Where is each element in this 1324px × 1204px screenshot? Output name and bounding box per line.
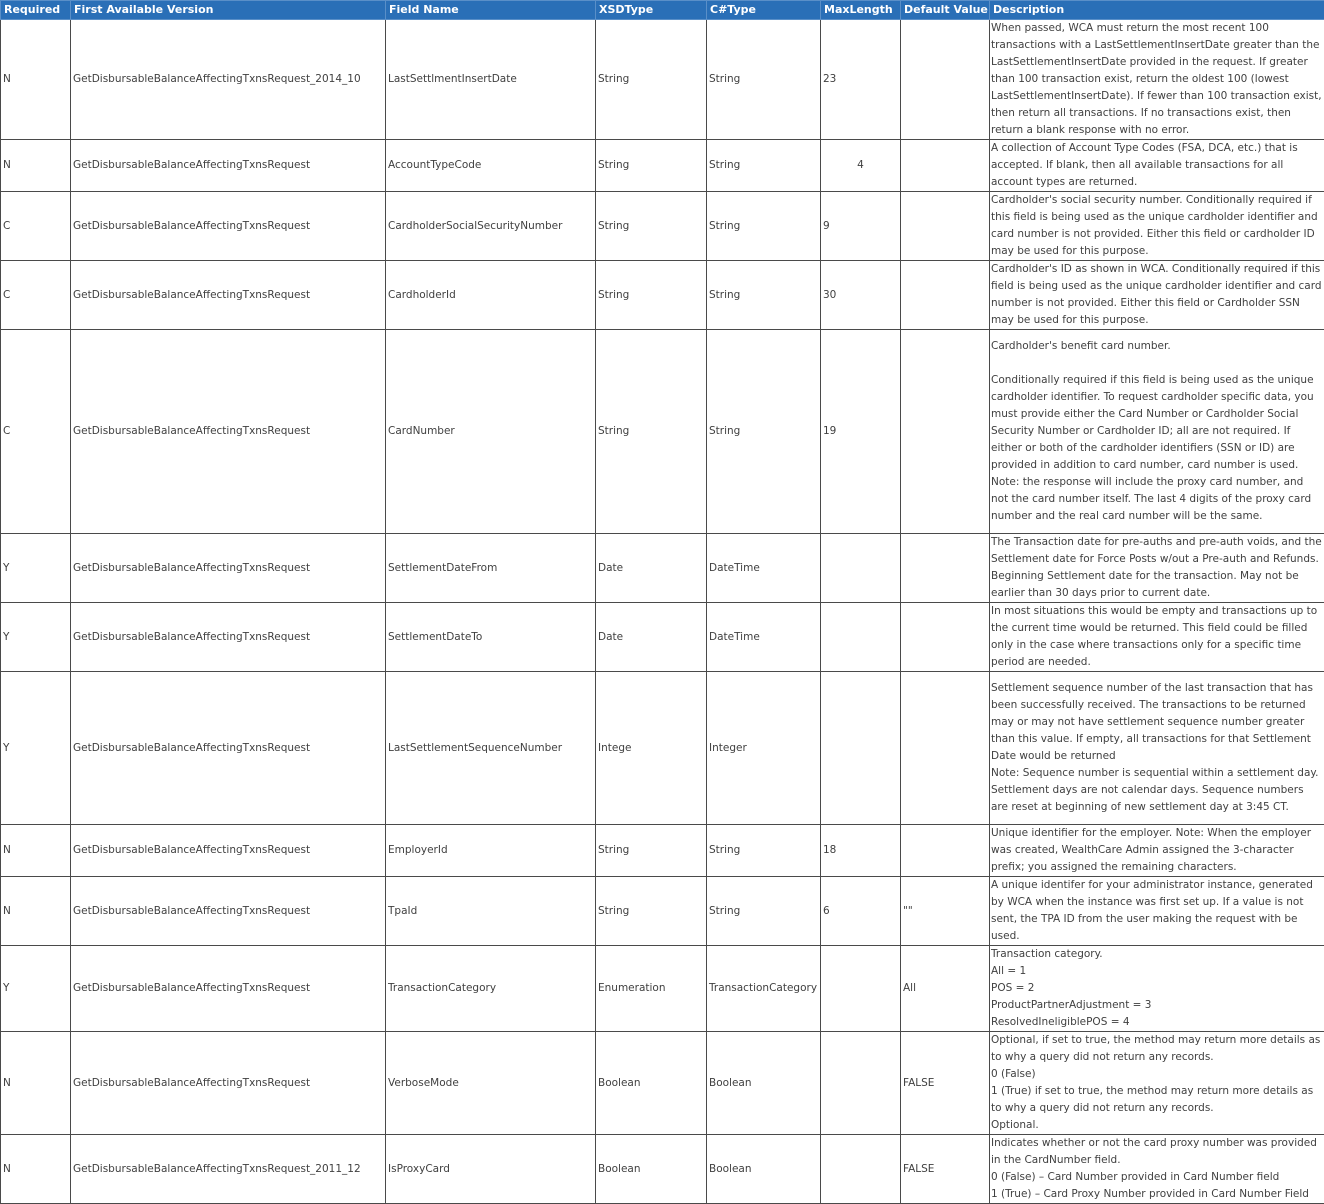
- cell-required: N: [1, 140, 71, 192]
- table-row: [1, 192, 1324, 261]
- cell-field-name: TpaId: [386, 877, 596, 946]
- header-required: Required: [1, 1, 71, 20]
- table-row: [1, 20, 1324, 140]
- cell-default-value: [901, 261, 990, 330]
- cell-max-length: [821, 672, 901, 825]
- cell-xsd-type: String: [596, 330, 707, 534]
- cell-cs-type: TransactionCategory: [707, 946, 821, 1032]
- header-description: Description: [990, 1, 1324, 20]
- cell-required: N: [1, 825, 71, 877]
- cell-field-name: CardNumber: [386, 330, 596, 534]
- cell-max-length: 19: [821, 330, 901, 534]
- cell-max-length: [821, 946, 901, 1032]
- table-row: [1, 330, 1324, 534]
- cell-field-name: CardholderSocialSecurityNumber: [386, 192, 596, 261]
- cell-max-length: 6: [821, 877, 901, 946]
- cell-default-value: [901, 330, 990, 534]
- header-field-name: Field Name: [386, 1, 596, 20]
- cell-description: A unique identifer for your administrator instance, generated by WCA when the instance was first set up. If a value is not sent, the TPA ID from the user making the request with be used.: [990, 877, 1324, 946]
- cell-cs-type: String: [707, 20, 821, 140]
- cell-field-name: VerboseMode: [386, 1032, 596, 1135]
- cell-field-name: IsProxyCard: [386, 1135, 596, 1204]
- cell-version: GetDisbursableBalanceAffectingTxnsRequest: [71, 946, 386, 1032]
- cell-version: GetDisbursableBalanceAffectingTxnsRequest: [71, 192, 386, 261]
- header-row: [1, 1, 1324, 20]
- cell-field-name: AccountTypeCode: [386, 140, 596, 192]
- cell-required: Y: [1, 672, 71, 825]
- table-row: [1, 672, 1324, 825]
- cell-description: Indicates whether or not the card proxy number was provided in the CardNumber field. 0 (False) – Card Number provided in Card Number field 1 (True) – Card Proxy Number provided in Card Number Field: [990, 1135, 1324, 1204]
- header-cs-type: C#Type: [707, 1, 821, 20]
- cell-max-length: [821, 534, 901, 603]
- cell-description: The Transaction date for pre-auths and pre-auth voids, and the Settlement date for Force Posts w/out a Pre-auth and Refunds. Beginning Settlement date for the transaction. May not be earlier than 30 days prior to current date.: [990, 534, 1324, 603]
- cell-xsd-type: String: [596, 20, 707, 140]
- table-row: [1, 603, 1324, 672]
- cell-cs-type: Integer: [707, 672, 821, 825]
- cell-required: N: [1, 1032, 71, 1135]
- cell-cs-type: String: [707, 192, 821, 261]
- cell-cs-type: DateTime: [707, 534, 821, 603]
- cell-required: Y: [1, 603, 71, 672]
- cell-description: Settlement sequence number of the last transaction that has been successfully received. The transactions to be returned may or may not have settlement sequence number greater than this value. If empty, all transactions for that Settlement Date would be returned Note: Sequence number is sequential within a settlement day. Settlement days are not calendar days. Sequence numbers are reset at beginning of new settlement day at 3:45 CT.: [990, 672, 1324, 825]
- cell-required: C: [1, 261, 71, 330]
- cell-default-value: [901, 192, 990, 261]
- cell-required: N: [1, 1135, 71, 1204]
- cell-description: Cardholder's ID as shown in WCA. Conditionally required if this field is being used as the unique cardholder identifier and card number is not provided. Either this field or Cardholder SSN may be used for this purpose.: [990, 261, 1324, 330]
- cell-cs-type: String: [707, 261, 821, 330]
- cell-default-value: [901, 672, 990, 825]
- cell-xsd-type: String: [596, 192, 707, 261]
- cell-default-value: FALSE: [901, 1135, 990, 1204]
- cell-xsd-type: String: [596, 140, 707, 192]
- cell-max-length: [821, 1135, 901, 1204]
- cell-cs-type: Boolean: [707, 1135, 821, 1204]
- header-first-available-version: First Available Version: [71, 1, 386, 20]
- cell-required: Y: [1, 946, 71, 1032]
- cell-description: Optional, if set to true, the method may return more details as to why a query did not return any records. 0 (False) 1 (True) if set to true, the method may return more details as to why a query did not return any records. Optional.: [990, 1032, 1324, 1135]
- cell-description: A collection of Account Type Codes (FSA, DCA, etc.) that is accepted. If blank, then all available transactions for all account types are returned.: [990, 140, 1324, 192]
- cell-xsd-type: Boolean: [596, 1032, 707, 1135]
- cell-default-value: [901, 603, 990, 672]
- cell-version: GetDisbursableBalanceAffectingTxnsRequest_2011_12: [71, 1135, 386, 1204]
- cell-cs-type: String: [707, 825, 821, 877]
- cell-xsd-type: String: [596, 825, 707, 877]
- cell-xsd-type: Enumeration: [596, 946, 707, 1032]
- cell-max-length: [821, 603, 901, 672]
- cell-xsd-type: Intege: [596, 672, 707, 825]
- cell-max-length: 18: [821, 825, 901, 877]
- cell-default-value: [901, 140, 990, 192]
- cell-description: Transaction category. All = 1 POS = 2 ProductPartnerAdjustment = 3 ResolvedIneligiblePOS = 4: [990, 946, 1324, 1032]
- table-row: [1, 534, 1324, 603]
- table-row: [1, 946, 1324, 1032]
- cell-cs-type: String: [707, 330, 821, 534]
- cell-xsd-type: String: [596, 261, 707, 330]
- table-row: [1, 877, 1324, 946]
- cell-version: GetDisbursableBalanceAffectingTxnsRequest: [71, 261, 386, 330]
- cell-xsd-type: Date: [596, 603, 707, 672]
- header-xsd-type: XSDType: [596, 1, 707, 20]
- cell-version: GetDisbursableBalanceAffectingTxnsRequest: [71, 330, 386, 534]
- cell-field-name: SettlementDateTo: [386, 603, 596, 672]
- table-row: [1, 825, 1324, 877]
- cell-required: C: [1, 330, 71, 534]
- cell-required: Y: [1, 534, 71, 603]
- cell-version: GetDisbursableBalanceAffectingTxnsRequest: [71, 140, 386, 192]
- cell-description: When passed, WCA must return the most recent 100 transactions with a LastSettlementInsertDate greater than the LastSettlementInsertDate provided in the request. If greater than 100 transaction exist, return the oldest 100 (lowest LastSettlementInsertDate). If fewer than 100 transaction exist, then return all transactions. If no transactions exist, then return a blank response with no error.: [990, 20, 1324, 140]
- cell-version: GetDisbursableBalanceAffectingTxnsRequest: [71, 1032, 386, 1135]
- cell-max-length: 30: [821, 261, 901, 330]
- cell-xsd-type: Boolean: [596, 1135, 707, 1204]
- cell-max-length: 4: [821, 140, 901, 192]
- cell-field-name: LastSettlementSequenceNumber: [386, 672, 596, 825]
- cell-required: N: [1, 877, 71, 946]
- cell-cs-type: String: [707, 140, 821, 192]
- cell-description: Unique identifier for the employer. Note: When the employer was created, WealthCare Admin assigned the 3-character prefix; you assigned the remaining characters.: [990, 825, 1324, 877]
- cell-default-value: [901, 825, 990, 877]
- cell-cs-type: DateTime: [707, 603, 821, 672]
- cell-description: Cardholder's benefit card number. Conditionally required if this field is being used as the unique cardholder identifier. To request cardholder specific data, you must provide either the Card Number or Cardholder Social Security Number or Cardholder ID; all are not required. If either or both of the cardholder identifiers (SSN or ID) are provided in addition to card number, card number is used. Note: the response will include the proxy card number, and not the card number itself. The last 4 digits of the proxy card number and the real card number will be the same.: [990, 330, 1324, 534]
- cell-version: GetDisbursableBalanceAffectingTxnsRequest: [71, 825, 386, 877]
- cell-description: Cardholder's social security number. Conditionally required if this field is being used as the unique cardholder identifier and card number is not provided. Either this field or cardholder ID may be used for this purpose.: [990, 192, 1324, 261]
- cell-version: GetDisbursableBalanceAffectingTxnsRequest: [71, 534, 386, 603]
- cell-version: GetDisbursableBalanceAffectingTxnsRequest: [71, 672, 386, 825]
- cell-version: GetDisbursableBalanceAffectingTxnsRequest_2014_10: [71, 20, 386, 140]
- cell-default-value: [901, 534, 990, 603]
- table-row: [1, 140, 1324, 192]
- cell-default-value: [901, 20, 990, 140]
- cell-max-length: 23: [821, 20, 901, 140]
- cell-default-value: All: [901, 946, 990, 1032]
- cell-field-name: SettlementDateFrom: [386, 534, 596, 603]
- cell-default-value: "": [901, 877, 990, 946]
- cell-version: GetDisbursableBalanceAffectingTxnsRequest: [71, 603, 386, 672]
- header-max-length: MaxLength: [821, 1, 901, 20]
- cell-field-name: LastSettlmentInsertDate: [386, 20, 596, 140]
- table-row: [1, 261, 1324, 330]
- cell-xsd-type: Date: [596, 534, 707, 603]
- cell-cs-type: String: [707, 877, 821, 946]
- cell-max-length: 9: [821, 192, 901, 261]
- cell-required: N: [1, 20, 71, 140]
- cell-required: C: [1, 192, 71, 261]
- cell-cs-type: Boolean: [707, 1032, 821, 1135]
- table-row: [1, 1135, 1324, 1204]
- cell-field-name: TransactionCategory: [386, 946, 596, 1032]
- cell-max-length: [821, 1032, 901, 1135]
- cell-xsd-type: String: [596, 877, 707, 946]
- cell-field-name: CardholderId: [386, 261, 596, 330]
- cell-default-value: FALSE: [901, 1032, 990, 1135]
- cell-field-name: EmployerId: [386, 825, 596, 877]
- table-row: [1, 1032, 1324, 1135]
- cell-version: GetDisbursableBalanceAffectingTxnsRequest: [71, 877, 386, 946]
- header-default-value: Default Value: [901, 1, 990, 20]
- cell-description: In most situations this would be empty and transactions up to the current time would be returned. This field could be filled only in the case where transactions only for a specific time period are needed.: [990, 603, 1324, 672]
